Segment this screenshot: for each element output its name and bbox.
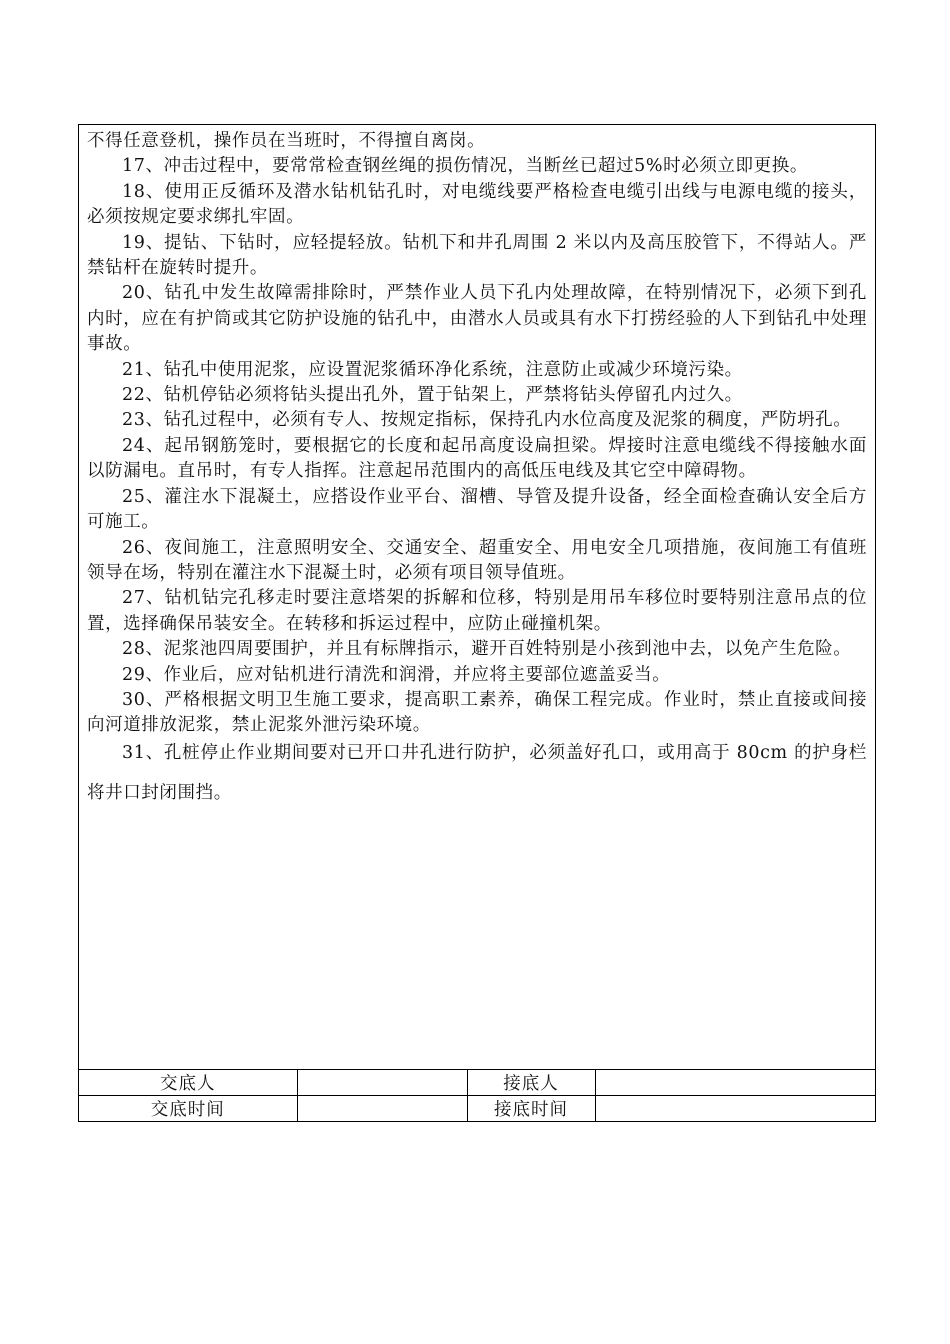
- paragraph-rule-31: 31、孔桩停止作业期间要对已开口井孔进行防护，必须盖好孔口，或用高于 80cm 的护身栏将井口封闭围挡。: [87, 742, 867, 803]
- paragraph-rule-18: 18、使用正反循环及潜水钻机钻孔时，对电缆线要严格检查电缆引出线与电源电缆的接头，必须按规定要求绑扎牢固。: [87, 181, 867, 228]
- label-disclosure-time: 交底时间: [79, 1096, 297, 1122]
- paragraph-rule-27: 27、钻机钻完孔移走时要注意塔架的拆解和位移，特别是用吊车移位时要特别注意吊点的位置，选择确保吊装安全。在转移和拆运过程中，应防止碰撞机架。: [87, 588, 867, 634]
- paragraph-rule-26: 26、夜间施工，注意照明安全、交通安全、超重安全、用电安全几项措施，夜间施工有值班领导在场，特别在灌注水下混凝土时，必须有项目领导值班。: [87, 537, 867, 583]
- paragraph-rule-20: 20、钻孔中发生故障需排除时，严禁作业人员下孔内处理故障，在特别情况下，必须下到孔内时，应在有护筒或其它防护设施的钻孔中，由潜水人员或具有水下打捞经验的人下到钻孔中处理事故。: [87, 283, 867, 355]
- disclosure-time-field[interactable]: [297, 1096, 467, 1122]
- receipt-time-field[interactable]: [595, 1096, 875, 1122]
- paragraph-rule-25: 25、灌注水下混凝土，应搭设作业平台、溜槽、导管及提升设备，经全面检查确认安全后方可施工。: [87, 486, 867, 533]
- signature-table: [79, 1069, 875, 1121]
- label-discloser: 交底人: [79, 1070, 297, 1096]
- paragraph-continuation: 不得任意登机，操作员在当班时，不得擅自离岗。: [87, 131, 486, 151]
- paragraph-rule-23: 23、钻孔过程中，必须有专人、按规定指标，保持孔内水位高度及泥浆的稠度，严防坍孔。: [122, 410, 852, 431]
- paragraph-rule-19: 19、提钻、下钻时，应轻提轻放。钻机下和井孔周围 2 米以内及高压胶管下，不得站人。严禁钻杆在旋转时提升。: [87, 232, 867, 279]
- paragraph-rule-24: 24、起吊钢筋笼时，要根据它的长度和起吊高度设扁担梁。焊接时注意电缆线不得接触水面以防漏电。直吊时，有专人指挥。注意起吊范围内的高低压电线及其它空中障碍物。: [87, 435, 867, 482]
- paragraph-rule-17: 17、冲击过程中，要常常检查钢丝绳的损伤情况，当断丝已超过5%时必须立即更换。: [122, 156, 808, 177]
- label-receipt-time: 接底时间: [467, 1096, 595, 1122]
- paragraph-rule-28: 28、泥浆池四周要围护，并且有标牌指示，避开百姓特别是小孩到池中去，以免产生危险。: [122, 639, 852, 660]
- signature-row-time: [79, 1096, 875, 1122]
- label-receiver: 接底人: [467, 1070, 595, 1096]
- paragraph-rule-22: 22、钻机停钻必须将钻头提出孔外，置于钻架上，严禁将钻头停留孔内过久。: [122, 385, 743, 406]
- paragraph-rule-21: 21、钻孔中使用泥浆，应设置泥浆循环净化系统，注意防止或减少环境污染。: [122, 359, 743, 380]
- disclosure-sheet: [78, 124, 876, 1122]
- safety-rules-content: [79, 125, 877, 1073]
- discloser-field[interactable]: [297, 1070, 467, 1096]
- paragraph-rule-30: 30、严格根据文明卫生施工要求，提高职工素养，确保工程完成。作业时，禁止直接或间接向河道排放泥浆，禁止泥浆外泄污染环境。: [87, 689, 867, 736]
- paragraph-rule-29: 29、作业后，应对钻机进行清洗和润滑，并应将主要部位遮盖妥当。: [122, 664, 671, 685]
- signature-row-person: [79, 1070, 875, 1096]
- receiver-field[interactable]: [595, 1070, 875, 1096]
